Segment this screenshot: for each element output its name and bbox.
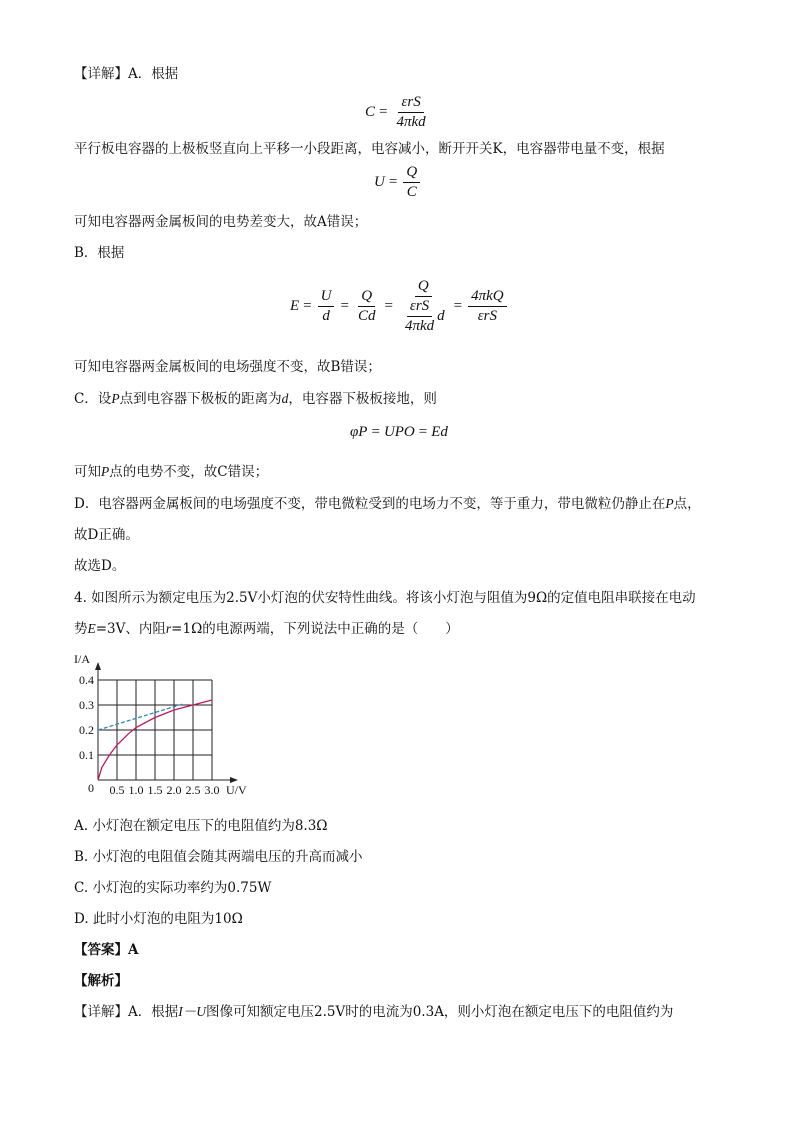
field-strength-formula: E = $\frac{U}{d}$ = $\frac{Q}{Cd}$ = Q $\frac{\text{εrS}}{\text{4πkd}}$ d = $\frac{\text{4πkQ}}{\text{εrS}}$	[290, 278, 509, 335]
y-tick-label: 0.3	[79, 698, 94, 712]
part-b-label: B．根据	[74, 245, 125, 261]
detail-line-q4: 【详解】A．根据I－U图像可知额定电压2.5V时的电流为0.3A，则小灯泡在额定电压下的电阻值约为	[74, 1004, 674, 1020]
potential-formula: φP = UPO = Ed	[350, 424, 448, 440]
y-axis-arrow	[95, 662, 101, 670]
x-tick-label: 1.5	[147, 783, 163, 797]
x-tick-label: 1.0	[128, 783, 144, 797]
y-axis-label: I/A	[74, 652, 90, 666]
question-4-line-1: 4. 如图所示为额定电压为2.5V小灯泡的伏安特性曲线。将该小灯泡与阻值为9Ω的定值电阻串联接在电动	[74, 590, 696, 606]
question-4-line-2: 势E=3V、内阻r=1Ω的电源两端，下列说法中正确的是（ ）	[74, 621, 459, 637]
x-tick-label: 2.0	[166, 783, 182, 797]
paragraph-text: 平行板电容器的上极板竖直向上平移一小段距离，电容减小，断开开关K，电容器带电量不变，根据	[74, 141, 665, 157]
option-a: A. 小灯泡在额定电压下的电阻值约为8.3Ω	[74, 818, 328, 834]
part-c-text: C．设P点到电容器下极板的距离为d，电容器下极板接地，则	[74, 391, 437, 407]
x-tick-label: 2.5	[185, 783, 201, 797]
origin-label: 0	[88, 781, 94, 795]
option-c: C. 小灯泡的实际功率约为0.75W	[74, 880, 272, 896]
load-line	[98, 704, 184, 730]
option-d: D. 此时小灯泡的电阻为10Ω	[74, 911, 243, 927]
capacitance-formula: C = $\frac{\text{εrS}}{\text{4πkd}}$	[365, 94, 426, 130]
y-tick-label: 0.4	[79, 673, 94, 687]
x-tick-label: 3.0	[204, 783, 220, 797]
conclusion-c: 可知P点的电势不变，故C错误；	[74, 464, 269, 480]
x-tick-label: 0.5	[109, 783, 125, 797]
iv-characteristic-chart	[74, 650, 264, 800]
x-axis-label: U/V	[226, 783, 247, 797]
y-tick-label: 0.2	[79, 723, 94, 737]
chart-tick-labels	[79, 673, 220, 797]
conclusion-b: 可知电容器两金属板间的电场强度不变，故B错误；	[74, 359, 381, 375]
option-b: B. 小灯泡的电阻值会随其两端电压的升高而减小	[74, 849, 363, 865]
part-d-text: D．电容器两金属板间的电场强度不变，带电微粒受到的电场力不变，等于重力，带电微粒仍静止在P点，	[74, 496, 701, 512]
analysis-label: 【解析】	[74, 973, 128, 989]
final-answer-prev: 故选D。	[74, 558, 126, 574]
voltage-formula: U = $\frac{Q}{C}$	[374, 164, 422, 201]
detail-line-a: 【详解】A．根据	[74, 66, 179, 82]
conclusion-d: 故D正确。	[74, 527, 139, 543]
y-tick-label: 0.1	[79, 748, 94, 762]
answer-label: 【答案】A	[74, 942, 139, 958]
chart-grid	[98, 680, 212, 780]
conclusion-a: 可知电容器两金属板间的电势差变大，故A错误；	[74, 214, 368, 230]
